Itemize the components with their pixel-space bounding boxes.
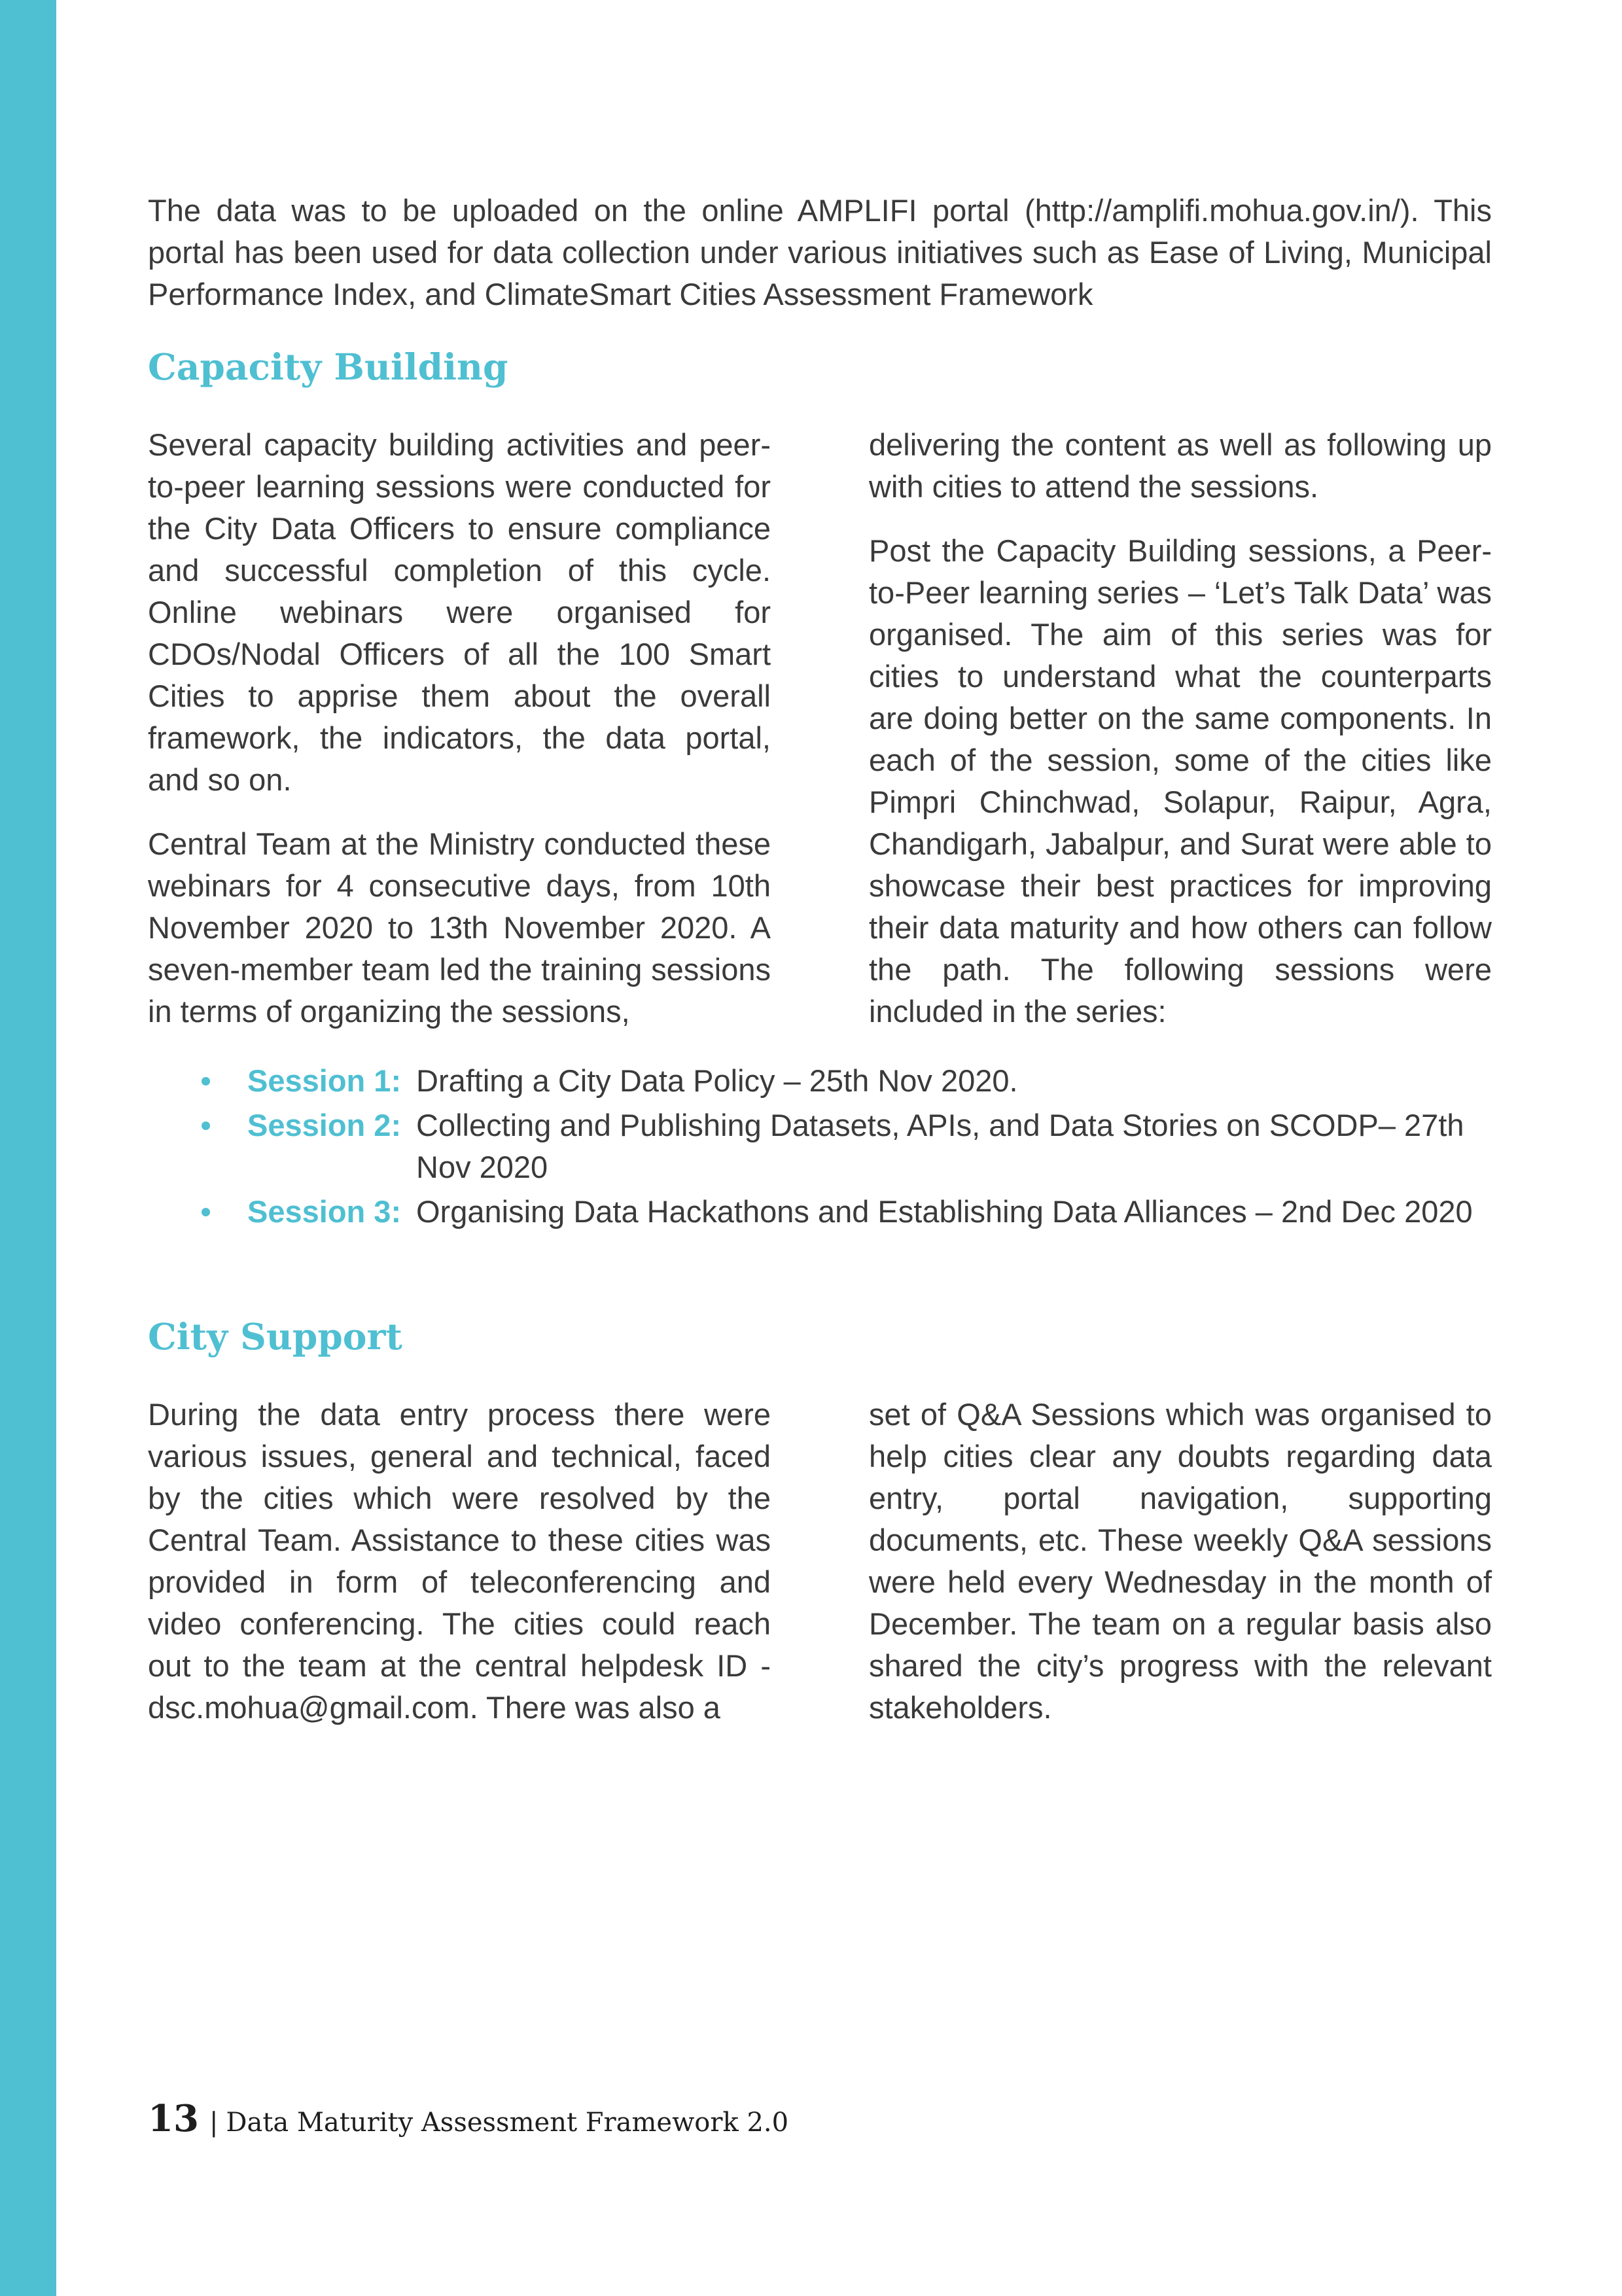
capacity-paragraph: Post the Capacity Building sessions, a Peer-to-Peer learning series – ‘Let’s Talk Data’ was organised. The aim of this series was for cities to understand what the counterparts are doing better on the same components. In each of the session, some of the cities like Pimpri Chinchwad, Solapur, Raipur, Agra, Chandigarh, Jabalpur, and Surat were able to showcase their best practices for improving their data maturity and how others can follow the path. The following sessions were included in the series: [869, 533, 1492, 1029]
capacity-paragraph: Central Team at the Ministry conducted these webinars for 4 consecutive days, from 10th November 2020 to 13th November 2020. A seven-member team led the training sessions in terms of organizing the sessions, [148, 826, 771, 1029]
side-accent-bar [0, 0, 56, 2296]
footer-title: Data Maturity Assessment Framework 2.0 [226, 2108, 789, 2138]
capacity-building-heading: Capacity Building [148, 345, 508, 388]
bullet-icon [202, 1208, 210, 1216]
city-support-paragraph: During the data entry process there were various issues, general and technical, faced by the cities which were resolved by the Central Team. Assistance to these cities was provided in form of teleconferencing and video conferencing. The cities could reach out to the team at the central helpdesk ID - dsc.mohua@gmail.com. There was also a [148, 1397, 771, 1725]
city-support-heading: City Support [148, 1315, 402, 1358]
session-text: Collecting and Publishing Datasets, APIs, and Data Stories on SCODP– 27th Nov 2020 [416, 1108, 1464, 1184]
session-label: Session 2: [247, 1108, 402, 1142]
capacity-building-left-column [148, 424, 771, 1033]
intro-paragraph: The data was to be uploaded on the online AMPLIFI portal (http://amplifi.mohua.gov.in/). This portal has been used for data collection under various initiatives such as Ease of Living, Municipal Performance Index, and ClimateSmart Cities Assessment Framework [148, 193, 1492, 311]
section-spacer [148, 1235, 1492, 1314]
bullet-icon [202, 1122, 210, 1130]
session-label: Session 1: [247, 1063, 402, 1098]
bullet-icon [202, 1077, 210, 1086]
session-label: Session 3: [247, 1194, 402, 1229]
session-text: Organising Data Hackathons and Establishing Data Alliances – 2nd Dec 2020 [416, 1194, 1473, 1229]
city-support-left-column [148, 1394, 771, 1729]
list-item [148, 1104, 1492, 1188]
page-number: 13 [148, 2097, 199, 2140]
city-support-columns [148, 1394, 1492, 1729]
session-list [148, 1060, 1492, 1233]
capacity-paragraph: delivering the content as well as following up with cities to attend the sessions. [869, 427, 1492, 504]
capacity-paragraph: Several capacity building activities and peer-to-peer learning sessions were conducted for the City Data Officers to ensure compliance and successful completion of this cycle. Online webinars were organised for CDOs/Nodal Officers of all the 100 Smart Cities to apprise them about the overall framework, the indicators, the data portal, and so on. [148, 427, 771, 797]
city-support-paragraph: set of Q&A Sessions which was organised to help cities clear any doubts regarding data entry, portal navigation, supporting documents, etc. These weekly Q&A sessions were held every Wednesday in the month of December. The team on a regular basis also shared the city’s progress with the relevant stakeholders. [869, 1397, 1492, 1725]
city-support-right-column [869, 1394, 1492, 1729]
capacity-building-right-column [869, 424, 1492, 1033]
list-item [148, 1191, 1492, 1233]
capacity-building-columns [148, 424, 1492, 1033]
session-text: Drafting a City Data Policy – 25th Nov 2020. [416, 1063, 1018, 1098]
page-footer [148, 2097, 788, 2140]
list-item [148, 1060, 1492, 1102]
footer-separator: | [209, 2108, 219, 2138]
page-content [148, 190, 1492, 1729]
